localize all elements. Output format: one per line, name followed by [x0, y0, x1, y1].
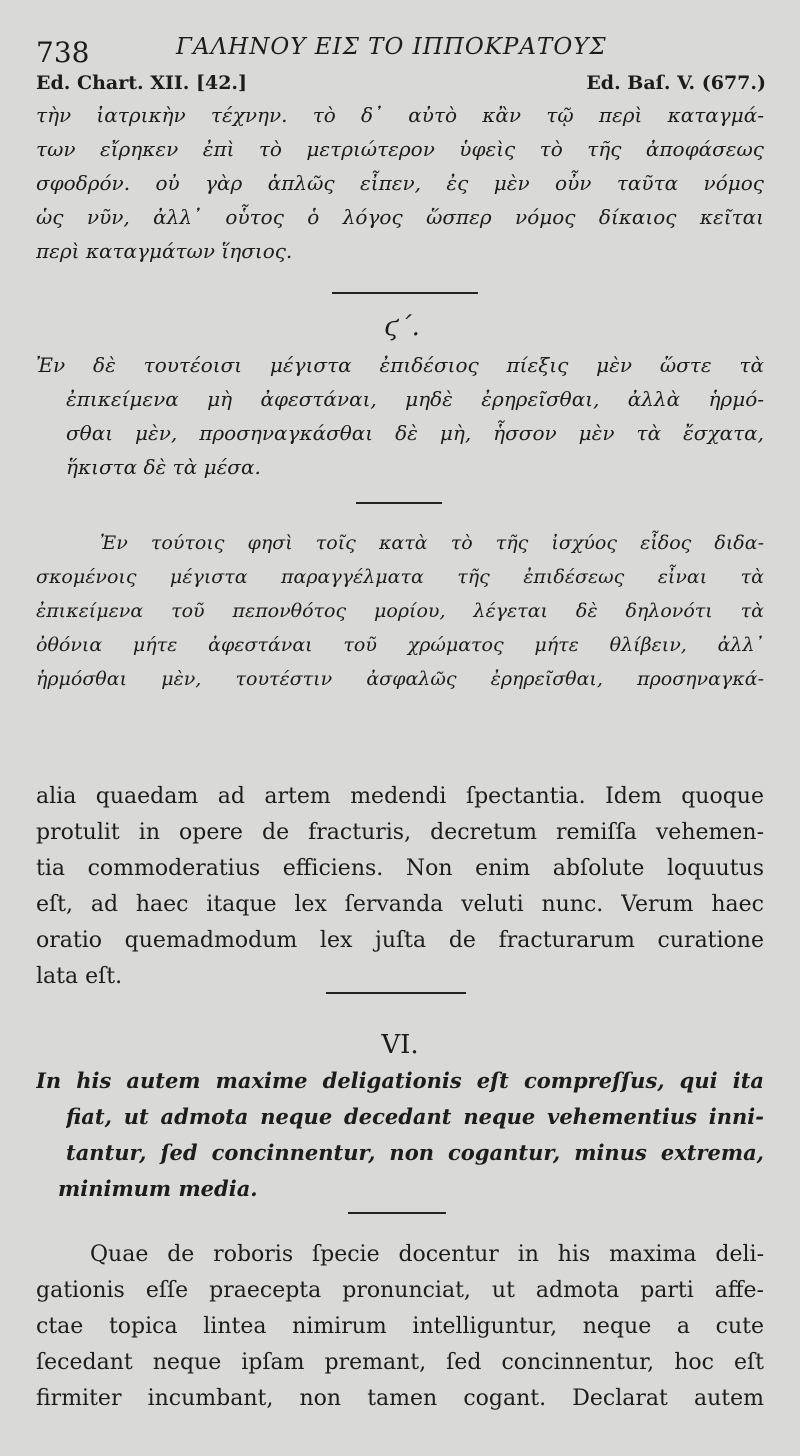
text-line: σκομένοις μέγιστα παραγγέλματα τῆς ἐπιδέσεως εἶναι τὰ [36, 566, 764, 588]
text-line: Ἐν δὲ τουτέοισι μέγιστα ἐπιδέσιος πίεξις μὲν ὥστε τὰ [36, 353, 764, 377]
text-line: Ἐν τούτοις φησὶ τοῖς κατὰ τὸ τῆς ἰσχύος εἶδος διδα- [100, 532, 764, 554]
section-divider [348, 1212, 446, 1214]
text-line: fiat, ut admota neque decedant neque vehementius inni- [66, 1104, 764, 1129]
text-line: ctae topica lintea nimirum intelliguntur, neque a cute [36, 1314, 764, 1339]
text-line: περὶ καταγμάτων ἵησιος. [36, 239, 293, 263]
text-line: lata eſt. [36, 964, 123, 989]
text-line: gationis eſſe praecepta pronunciat, ut admota parti affe- [36, 1278, 764, 1303]
latin-hippocrates-text [36, 1064, 764, 1208]
section-divider [332, 292, 478, 294]
page-number: 738 [36, 36, 90, 69]
greek-commentary [36, 526, 764, 696]
text-line: tantur, ſed concinnentur, non cogantur, minus extrema, [66, 1140, 764, 1165]
greek-section-number: ϛ΄. [384, 312, 420, 342]
text-line: protulit in opere de fracturis, decretum remiſſa vehemen- [36, 820, 764, 845]
greek-hippocrates-text [36, 348, 764, 484]
text-line: ſecedant neque ipſam premant, ſed concinnentur, hoc eſt [36, 1350, 764, 1375]
text-line: In his autem maxime deligationis eſt compreſſus, qui ita [36, 1068, 764, 1093]
text-line: των εἴρηκεν ἐπὶ τὸ μετριώτερον ὑφεὶς τὸ τῆς ἀποφάσεως [36, 137, 764, 161]
text-line: σφοδρόν. οὐ γὰρ ἁπλῶς εἶπεν, ἐς μὲν οὖν ταῦτα νόμος [36, 171, 764, 195]
text-line: oratio quemadmodum lex juſta de fracturarum curatione [36, 928, 764, 953]
latin-commentary [36, 1238, 764, 1418]
text-line: Quae de roboris ſpecie docentur in his maxima deli- [90, 1242, 764, 1267]
text-line: ἐπικείμενα τοῦ πεπονθότος μορίου, λέγεται δὲ δηλονότι τὰ [36, 600, 764, 622]
text-line: ὡς νῦν, ἀλλ᾽ οὗτος ὁ λόγος ὥσπερ νόμος δίκαιος κεῖται [36, 205, 764, 229]
text-line: firmiter incumbant, non tamen cogant. Declarat autem [36, 1386, 764, 1411]
latin-paragraph-1 [36, 780, 764, 996]
text-line: minimum media. [58, 1176, 258, 1201]
text-line: τὴν ἰατρικὴν τέχνην. τὸ δ᾽ αὐτὸ κἂν τῷ περὶ καταγμά- [36, 103, 764, 127]
edition-reference-right: Ed. Baſ. V. (677.) [586, 72, 766, 94]
section-divider [356, 502, 442, 504]
text-line: alia quaedam ad artem medendi ſpectantia. Idem quoque [36, 784, 764, 809]
text-line: ἐπικείμενα μὴ ἀφεστάναι, μηδὲ ἐρηρεῖσθαι, ἀλλὰ ἡρμό- [66, 387, 764, 411]
section-divider [326, 992, 466, 994]
running-title: ΓΑΛΗΝΟΥ ΕΙΣ ΤΟ ΙΠΠΟΚΡΑΤΟΥΣ [176, 34, 607, 60]
text-line: ἡρμόσθαι μὲν, τουτέστιν ἀσφαλῶς ἐρηρεῖσθαι, προσηναγκά- [36, 668, 764, 690]
text-line: σθαι μὲν, προσηναγκάσθαι δὲ μὴ, ἧσσον μὲν τὰ ἔσχατα, [66, 421, 764, 445]
text-line: ἥκιστα δὲ τὰ μέσα. [66, 455, 261, 479]
greek-paragraph-1 [36, 98, 764, 268]
latin-section-number: VI. [381, 1030, 419, 1060]
edition-reference-left: Ed. Chart. XII. [42.] [36, 72, 248, 94]
text-line: tia commoderatius efficiens. Non enim abſolute loquutus [36, 856, 764, 881]
running-header [36, 30, 766, 70]
text-line: eſt, ad haec itaque lex ſervanda veluti nunc. Verum haec [36, 892, 764, 917]
text-line: ὀθόνια μήτε ἀφεστάναι τοῦ χρώματος μήτε θλίβειν, ἀλλ᾽ [36, 634, 764, 656]
